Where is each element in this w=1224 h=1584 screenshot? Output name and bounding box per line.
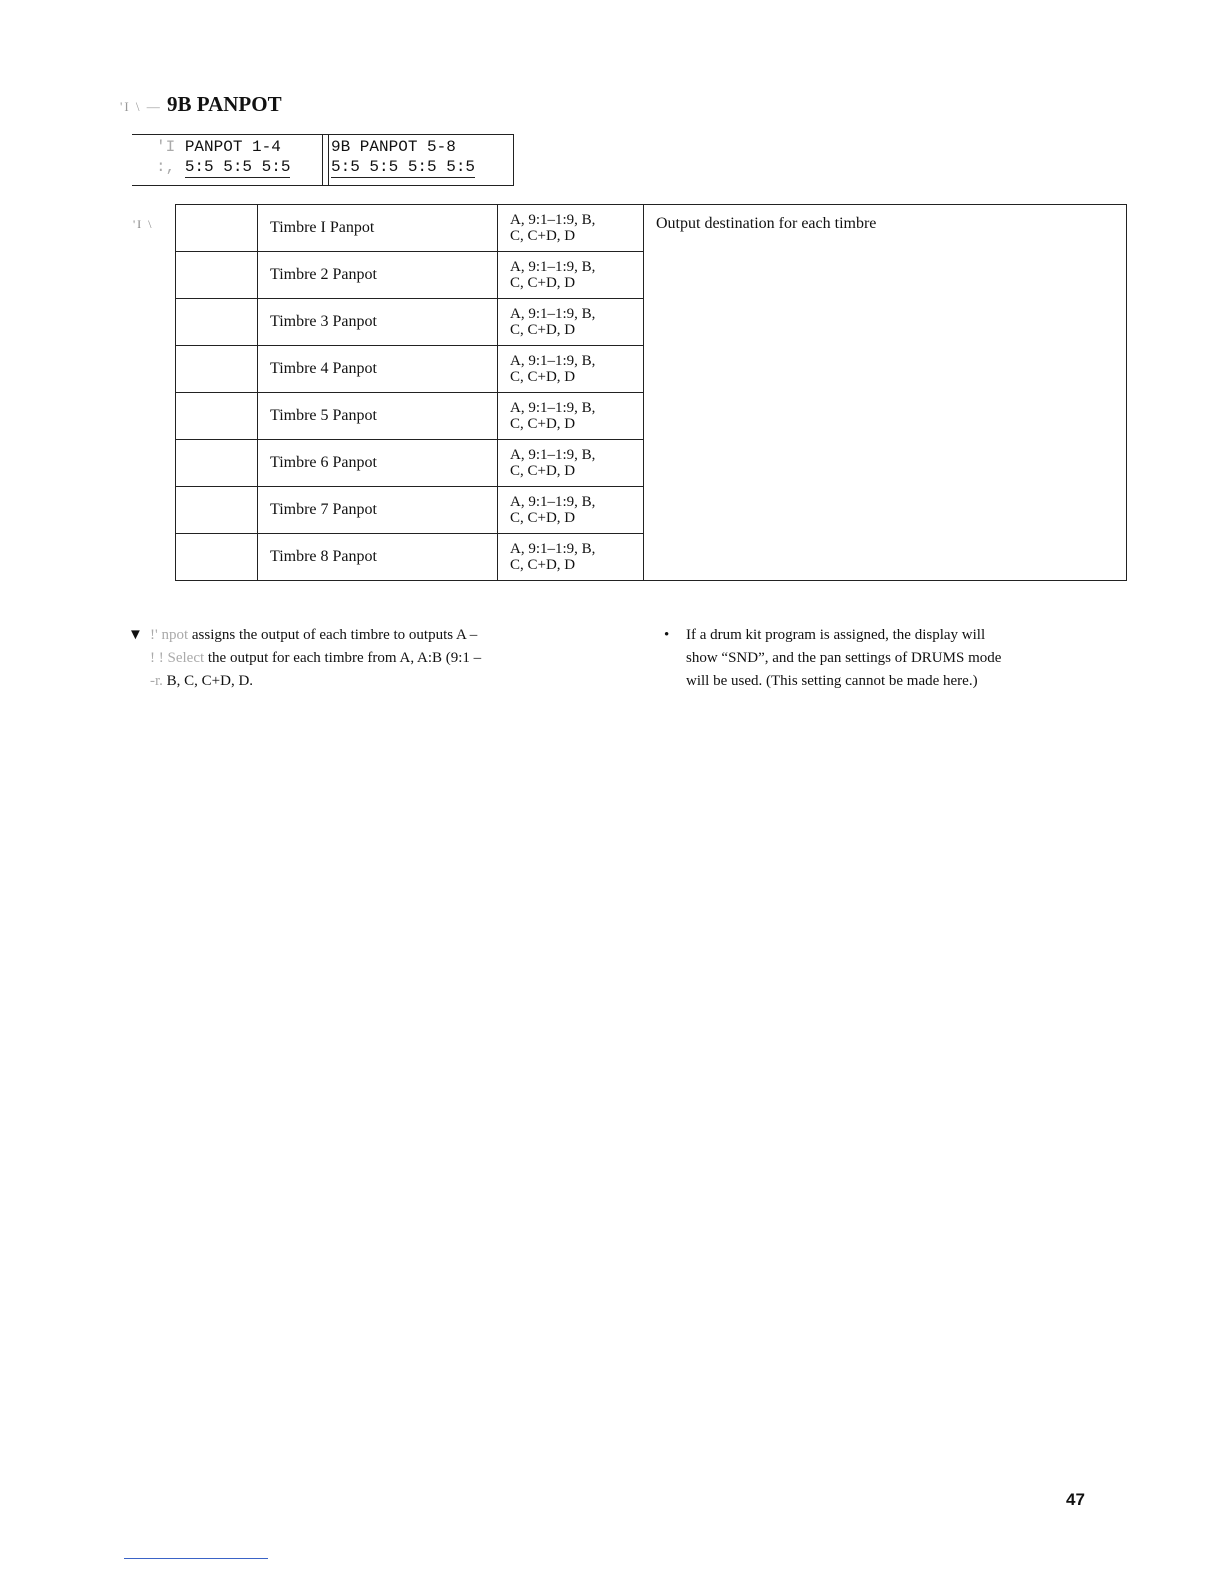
note-text: assigns the output of each timbre to outputs A – <box>191 627 478 643</box>
lcd-left-line1: PANPOT 1-4 <box>184 138 281 156</box>
param-name: Timbre 5 Panpot <box>258 393 498 440</box>
note-faint-text: ! ! Select <box>150 650 208 666</box>
range-line: A, 9:1–1:9, B, <box>510 541 596 557</box>
parameter-table <box>175 204 1127 581</box>
heading-prefix: 'I \ — <box>120 99 162 114</box>
note-line <box>150 624 481 647</box>
range-line: C, C+D, D <box>510 557 576 573</box>
range-line: C, C+D, D <box>510 416 576 432</box>
range-line: A, 9:1–1:9, B, <box>510 400 596 416</box>
lcd-left-line2-prefix: :, <box>156 158 176 176</box>
note-line <box>150 647 481 670</box>
row-blank-cell <box>176 440 258 487</box>
param-range <box>498 487 644 534</box>
note-right <box>664 624 1090 693</box>
range-line: A, 9:1–1:9, B, <box>510 306 596 322</box>
table-row <box>176 205 1127 252</box>
range-line: C, C+D, D <box>510 275 576 291</box>
range-line: A, 9:1–1:9, B, <box>510 353 596 369</box>
param-name: Timbre 3 Panpot <box>258 299 498 346</box>
dot-bullet-icon: • <box>664 627 670 643</box>
row-blank-cell <box>176 299 258 346</box>
param-name: Timbre 6 Panpot <box>258 440 498 487</box>
note-text: show “SND”, and the pan settings of DRUMS mode <box>686 650 1002 666</box>
range-line: A, 9:1–1:9, B, <box>510 212 596 228</box>
section-heading <box>120 92 282 117</box>
param-name: Timbre 8 Panpot <box>258 534 498 581</box>
lcd-right-line2: 5:5 5:5 5:5 5:5 <box>331 158 476 176</box>
note-text: the output for each timbre from A, A:B (9:1 – <box>207 650 482 666</box>
lcd-left-line2: 5:5 5:5 5:5 <box>184 158 291 176</box>
note-text: will be used. (This setting cannot be made here.) <box>686 673 978 689</box>
triangle-bullet-icon: ▼ <box>128 627 143 643</box>
range-line: C, C+D, D <box>510 463 576 479</box>
param-name: Timbre I Panpot <box>258 205 498 252</box>
range-line: C, C+D, D <box>510 322 576 338</box>
note-text: B, C, C+D, D. <box>166 673 254 689</box>
page-number: 47 <box>1066 1490 1085 1509</box>
param-description: Output destination for each timbre <box>644 205 1127 581</box>
range-line: A, 9:1–1:9, B, <box>510 494 596 510</box>
param-range <box>498 440 644 487</box>
row-blank-cell <box>176 487 258 534</box>
row-blank-cell <box>176 534 258 581</box>
param-range <box>498 346 644 393</box>
param-range <box>498 299 644 346</box>
range-line: A, 9:1–1:9, B, <box>510 259 596 275</box>
row-blank-cell <box>176 393 258 440</box>
note-faint-text: -r. <box>150 673 167 689</box>
note-text: If a drum kit program is assigned, the display will <box>686 627 986 643</box>
param-range <box>498 393 644 440</box>
note-left <box>128 624 598 693</box>
param-range <box>498 205 644 252</box>
lcd-right-line1: 9B PANPOT 5-8 <box>331 138 456 156</box>
param-range <box>498 534 644 581</box>
note-faint-text: !' npot <box>150 627 192 643</box>
note-line <box>150 670 481 693</box>
table-marker: 'I \ <box>133 217 154 231</box>
param-range <box>498 252 644 299</box>
lcd-left-line1-prefix: 'I <box>156 138 176 156</box>
heading-title: 9B PANPOT <box>167 92 282 116</box>
footer-rule <box>124 1558 268 1559</box>
lcd-display-right <box>322 134 514 186</box>
row-blank-cell <box>176 346 258 393</box>
range-line: C, C+D, D <box>510 228 576 244</box>
range-line: C, C+D, D <box>510 369 576 385</box>
row-blank-cell <box>176 252 258 299</box>
row-blank-cell <box>176 205 258 252</box>
lcd-display-left <box>132 134 329 186</box>
range-line: A, 9:1–1:9, B, <box>510 447 596 463</box>
range-line: C, C+D, D <box>510 510 576 526</box>
param-name: Timbre 7 Panpot <box>258 487 498 534</box>
param-name: Timbre 2 Panpot <box>258 252 498 299</box>
param-name: Timbre 4 Panpot <box>258 346 498 393</box>
